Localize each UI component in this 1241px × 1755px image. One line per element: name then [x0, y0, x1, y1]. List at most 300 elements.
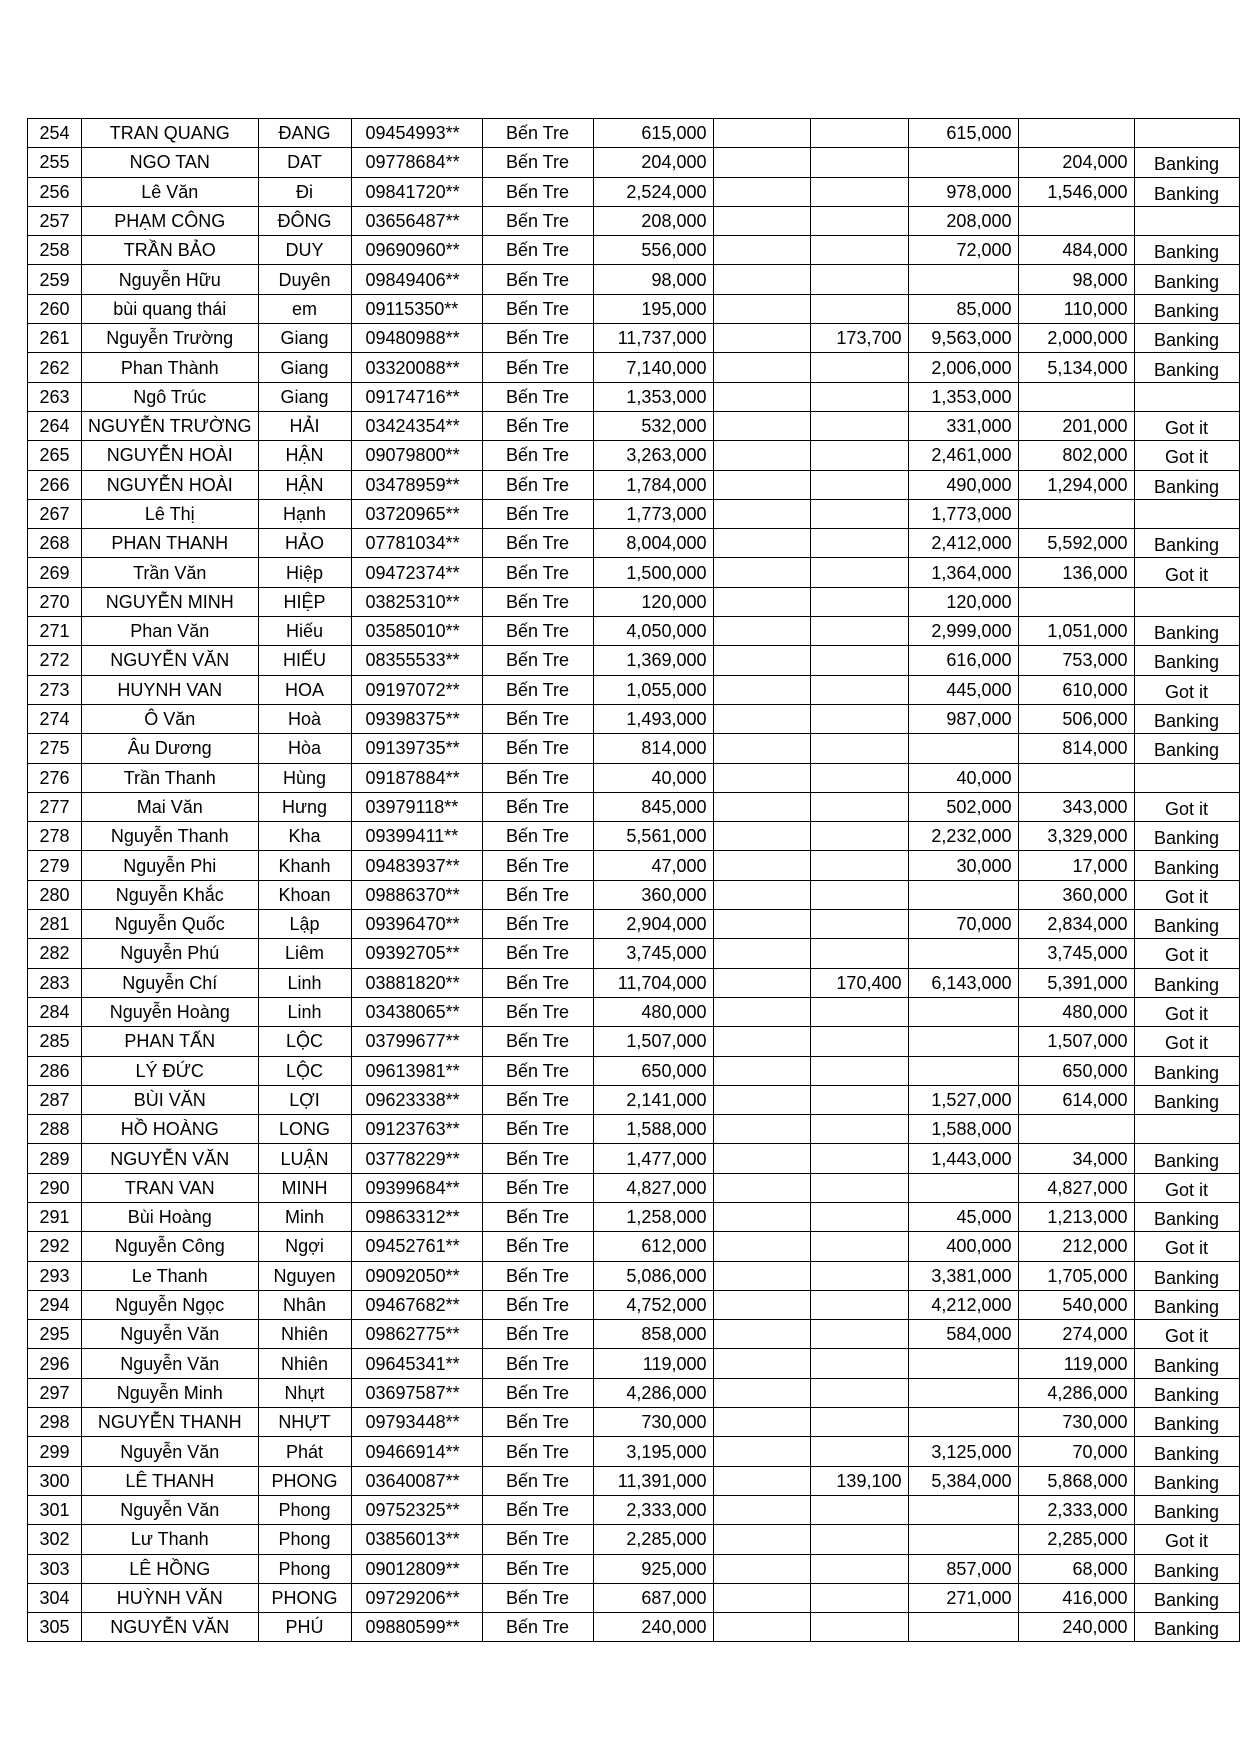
total-amount-cell: 11,704,000 — [593, 968, 713, 997]
status-cell: Banking — [1134, 1378, 1239, 1407]
amount-c-cell: 502,000 — [908, 792, 1018, 821]
given-name-cell: DAT — [258, 148, 351, 177]
status-cell: Banking — [1134, 617, 1239, 646]
total-amount-cell: 687,000 — [593, 1583, 713, 1612]
row-number: 292 — [28, 1232, 82, 1261]
row-number: 288 — [28, 1115, 82, 1144]
province-cell: Bến Tre — [482, 997, 593, 1026]
amount-c-cell: 9,563,000 — [908, 324, 1018, 353]
amount-c-cell: 4,212,000 — [908, 1290, 1018, 1319]
phone-cell: 03438065** — [351, 997, 482, 1026]
amount-a-cell — [713, 382, 810, 411]
total-amount-cell: 8,004,000 — [593, 529, 713, 558]
status-cell — [1134, 206, 1239, 235]
total-amount-cell: 1,369,000 — [593, 646, 713, 675]
table-row — [28, 1173, 1240, 1202]
province-cell: Bến Tre — [482, 1144, 593, 1173]
total-amount-cell: 1,507,000 — [593, 1027, 713, 1056]
table-row — [28, 734, 1240, 763]
status-cell: Banking — [1134, 1495, 1239, 1524]
status-cell: Got it — [1134, 675, 1239, 704]
row-number: 305 — [28, 1613, 82, 1642]
amount-c-cell — [908, 1495, 1018, 1524]
total-amount-cell: 650,000 — [593, 1056, 713, 1085]
surname-cell: BÙI VĂN — [82, 1085, 259, 1114]
amount-a-cell — [713, 324, 810, 353]
amount-d-cell: 110,000 — [1018, 294, 1134, 323]
province-cell: Bến Tre — [482, 1613, 593, 1642]
amount-a-cell — [713, 792, 810, 821]
status-cell: Banking — [1134, 1613, 1239, 1642]
province-cell: Bến Tre — [482, 206, 593, 235]
amount-c-cell: 1,353,000 — [908, 382, 1018, 411]
amount-b-cell — [810, 822, 908, 851]
status-cell: Banking — [1134, 148, 1239, 177]
amount-a-cell — [713, 1173, 810, 1202]
total-amount-cell: 4,050,000 — [593, 617, 713, 646]
given-name-cell: NHỰT — [258, 1408, 351, 1437]
table-row — [28, 470, 1240, 499]
province-cell: Bến Tre — [482, 851, 593, 880]
phone-cell: 09886370** — [351, 880, 482, 909]
surname-cell: HUỲNH VĂN — [82, 1583, 259, 1612]
amount-b-cell — [810, 1378, 908, 1407]
amount-b-cell — [810, 1613, 908, 1642]
amount-b-cell — [810, 441, 908, 470]
row-number: 254 — [28, 119, 82, 148]
surname-cell: Nguyễn Văn — [82, 1349, 259, 1378]
surname-cell: Phan Văn — [82, 617, 259, 646]
amount-a-cell — [713, 587, 810, 616]
phone-cell: 09092050** — [351, 1261, 482, 1290]
phone-cell: 09197072** — [351, 675, 482, 704]
table-row — [28, 880, 1240, 909]
phone-cell: 09187884** — [351, 763, 482, 792]
total-amount-cell: 195,000 — [593, 294, 713, 323]
row-number: 289 — [28, 1144, 82, 1173]
province-cell: Bến Tre — [482, 1027, 593, 1056]
phone-cell: 03720965** — [351, 499, 482, 528]
status-cell: Banking — [1134, 1349, 1239, 1378]
amount-c-cell: 615,000 — [908, 119, 1018, 148]
amount-c-cell: 120,000 — [908, 587, 1018, 616]
row-number: 278 — [28, 822, 82, 851]
amount-b-cell — [810, 294, 908, 323]
row-number: 285 — [28, 1027, 82, 1056]
status-cell: Banking — [1134, 1408, 1239, 1437]
table-row — [28, 1085, 1240, 1114]
total-amount-cell: 1,784,000 — [593, 470, 713, 499]
table-row — [28, 1378, 1240, 1407]
surname-cell: Nguyễn Chí — [82, 968, 259, 997]
province-cell: Bến Tre — [482, 499, 593, 528]
surname-cell: Nguyễn Hoàng — [82, 997, 259, 1026]
total-amount-cell: 1,493,000 — [593, 704, 713, 733]
surname-cell: PHAN THANH — [82, 529, 259, 558]
given-name-cell: Đi — [258, 177, 351, 206]
given-name-cell: Nhân — [258, 1290, 351, 1319]
row-number: 301 — [28, 1495, 82, 1524]
status-cell — [1134, 499, 1239, 528]
total-amount-cell: 2,904,000 — [593, 910, 713, 939]
amount-b-cell — [810, 529, 908, 558]
phone-cell: 09467682** — [351, 1290, 482, 1319]
amount-b-cell: 173,700 — [810, 324, 908, 353]
row-number: 280 — [28, 880, 82, 909]
status-cell: Banking — [1134, 294, 1239, 323]
row-number: 274 — [28, 704, 82, 733]
province-cell: Bến Tre — [482, 587, 593, 616]
province-cell: Bến Tre — [482, 675, 593, 704]
table-row — [28, 148, 1240, 177]
amount-d-cell: 204,000 — [1018, 148, 1134, 177]
amount-c-cell: 3,125,000 — [908, 1437, 1018, 1466]
surname-cell: Ngô Trúc — [82, 382, 259, 411]
given-name-cell: Phong — [258, 1495, 351, 1524]
amount-c-cell: 3,381,000 — [908, 1261, 1018, 1290]
table-row — [28, 265, 1240, 294]
given-name-cell: Nhựt — [258, 1378, 351, 1407]
amount-b-cell — [810, 1232, 908, 1261]
row-number: 296 — [28, 1349, 82, 1378]
row-number: 262 — [28, 353, 82, 382]
amount-d-cell: 610,000 — [1018, 675, 1134, 704]
surname-cell: NGUYỄN MINH — [82, 587, 259, 616]
amount-d-cell: 70,000 — [1018, 1437, 1134, 1466]
amount-d-cell: 5,592,000 — [1018, 529, 1134, 558]
table-row — [28, 441, 1240, 470]
surname-cell: NGUYỄN THANH — [82, 1408, 259, 1437]
total-amount-cell: 615,000 — [593, 119, 713, 148]
amount-b-cell — [810, 177, 908, 206]
table-row — [28, 646, 1240, 675]
amount-b-cell — [810, 997, 908, 1026]
province-cell: Bến Tre — [482, 1173, 593, 1202]
amount-b-cell — [810, 1554, 908, 1583]
status-cell: Banking — [1134, 529, 1239, 558]
amount-d-cell: 1,546,000 — [1018, 177, 1134, 206]
province-cell: Bến Tre — [482, 734, 593, 763]
phone-cell: 09613981** — [351, 1056, 482, 1085]
total-amount-cell: 360,000 — [593, 880, 713, 909]
phone-cell: 09880599** — [351, 1613, 482, 1642]
table-row — [28, 1408, 1240, 1437]
amount-d-cell: 1,507,000 — [1018, 1027, 1134, 1056]
surname-cell: PHAN TẤN — [82, 1027, 259, 1056]
table-row — [28, 617, 1240, 646]
given-name-cell: PHÚ — [258, 1613, 351, 1642]
amount-a-cell — [713, 1408, 810, 1437]
surname-cell: HỒ HOÀNG — [82, 1115, 259, 1144]
phone-cell: 09392705** — [351, 939, 482, 968]
status-cell: Got it — [1134, 1027, 1239, 1056]
table-body — [28, 119, 1240, 1642]
table-row — [28, 119, 1240, 148]
status-cell: Got it — [1134, 558, 1239, 587]
amount-a-cell — [713, 880, 810, 909]
status-cell — [1134, 382, 1239, 411]
surname-cell: NGUYỄN VĂN — [82, 1144, 259, 1173]
total-amount-cell: 5,086,000 — [593, 1261, 713, 1290]
phone-cell: 03856013** — [351, 1525, 482, 1554]
amount-b-cell — [810, 499, 908, 528]
given-name-cell: Lập — [258, 910, 351, 939]
given-name-cell: LỢI — [258, 1085, 351, 1114]
given-name-cell: Hoà — [258, 704, 351, 733]
province-cell: Bến Tre — [482, 704, 593, 733]
total-amount-cell: 612,000 — [593, 1232, 713, 1261]
province-cell: Bến Tre — [482, 1554, 593, 1583]
given-name-cell: Phát — [258, 1437, 351, 1466]
amount-c-cell: 6,143,000 — [908, 968, 1018, 997]
surname-cell: TRAN QUANG — [82, 119, 259, 148]
amount-c-cell: 70,000 — [908, 910, 1018, 939]
amount-a-cell — [713, 910, 810, 939]
row-number: 299 — [28, 1437, 82, 1466]
row-number: 297 — [28, 1378, 82, 1407]
status-cell — [1134, 119, 1239, 148]
given-name-cell: Hiếu — [258, 617, 351, 646]
amount-a-cell — [713, 1378, 810, 1407]
province-cell: Bến Tre — [482, 1466, 593, 1495]
amount-c-cell: 208,000 — [908, 206, 1018, 235]
amount-c-cell — [908, 734, 1018, 763]
phone-cell: 09645341** — [351, 1349, 482, 1378]
amount-c-cell: 584,000 — [908, 1320, 1018, 1349]
row-number: 293 — [28, 1261, 82, 1290]
amount-d-cell: 540,000 — [1018, 1290, 1134, 1319]
row-number: 259 — [28, 265, 82, 294]
phone-cell: 03585010** — [351, 617, 482, 646]
amount-d-cell — [1018, 587, 1134, 616]
table-row — [28, 997, 1240, 1026]
amount-a-cell — [713, 851, 810, 880]
amount-c-cell: 30,000 — [908, 851, 1018, 880]
province-cell: Bến Tre — [482, 1085, 593, 1114]
row-number: 295 — [28, 1320, 82, 1349]
given-name-cell: Hiệp — [258, 558, 351, 587]
amount-b-cell — [810, 763, 908, 792]
amount-b-cell — [810, 1525, 908, 1554]
surname-cell: Nguyễn Trường — [82, 324, 259, 353]
given-name-cell: MINH — [258, 1173, 351, 1202]
table-row — [28, 1261, 1240, 1290]
row-number: 264 — [28, 411, 82, 440]
row-number: 272 — [28, 646, 82, 675]
amount-d-cell: 274,000 — [1018, 1320, 1134, 1349]
province-cell: Bến Tre — [482, 646, 593, 675]
table-row — [28, 1115, 1240, 1144]
status-cell: Got it — [1134, 939, 1239, 968]
table-row — [28, 939, 1240, 968]
given-name-cell: Duyên — [258, 265, 351, 294]
amount-d-cell: 753,000 — [1018, 646, 1134, 675]
given-name-cell: Nguyen — [258, 1261, 351, 1290]
surname-cell: Le Thanh — [82, 1261, 259, 1290]
total-amount-cell: 7,140,000 — [593, 353, 713, 382]
amount-a-cell — [713, 470, 810, 499]
province-cell: Bến Tre — [482, 1232, 593, 1261]
amount-d-cell: 480,000 — [1018, 997, 1134, 1026]
amount-b-cell — [810, 1349, 908, 1378]
amount-d-cell: 2,333,000 — [1018, 1495, 1134, 1524]
amount-a-cell — [713, 1554, 810, 1583]
province-cell: Bến Tre — [482, 1202, 593, 1231]
province-cell: Bến Tre — [482, 265, 593, 294]
amount-a-cell — [713, 704, 810, 733]
total-amount-cell: 4,827,000 — [593, 1173, 713, 1202]
phone-cell: 09396470** — [351, 910, 482, 939]
amount-c-cell — [908, 148, 1018, 177]
amount-d-cell: 3,329,000 — [1018, 822, 1134, 851]
amount-b-cell — [810, 558, 908, 587]
table-row — [28, 382, 1240, 411]
amount-a-cell — [713, 1232, 810, 1261]
amount-b-cell — [810, 1290, 908, 1319]
surname-cell: NGUYỄN HOÀI — [82, 441, 259, 470]
amount-a-cell — [713, 734, 810, 763]
given-name-cell: Giang — [258, 324, 351, 353]
given-name-cell: HIỆP — [258, 587, 351, 616]
amount-c-cell: 45,000 — [908, 1202, 1018, 1231]
amount-d-cell: 4,827,000 — [1018, 1173, 1134, 1202]
amount-b-cell — [810, 880, 908, 909]
amount-b-cell — [810, 851, 908, 880]
province-cell: Bến Tre — [482, 910, 593, 939]
province-cell: Bến Tre — [482, 1349, 593, 1378]
amount-a-cell — [713, 1349, 810, 1378]
total-amount-cell: 40,000 — [593, 763, 713, 792]
status-cell: Banking — [1134, 1261, 1239, 1290]
amount-c-cell: 2,461,000 — [908, 441, 1018, 470]
province-cell: Bến Tre — [482, 353, 593, 382]
amount-a-cell — [713, 1525, 810, 1554]
surname-cell: Nguyễn Thanh — [82, 822, 259, 851]
given-name-cell: ĐÔNG — [258, 206, 351, 235]
amount-c-cell: 978,000 — [908, 177, 1018, 206]
amount-a-cell — [713, 1320, 810, 1349]
amount-d-cell: 17,000 — [1018, 851, 1134, 880]
given-name-cell: HOA — [258, 675, 351, 704]
table-row — [28, 763, 1240, 792]
table-row — [28, 1583, 1240, 1612]
total-amount-cell: 1,353,000 — [593, 382, 713, 411]
phone-cell: 03424354** — [351, 411, 482, 440]
amount-d-cell: 34,000 — [1018, 1144, 1134, 1173]
given-name-cell: DUY — [258, 236, 351, 265]
row-number: 258 — [28, 236, 82, 265]
amount-d-cell: 2,834,000 — [1018, 910, 1134, 939]
table-row — [28, 1349, 1240, 1378]
status-cell: Banking — [1134, 704, 1239, 733]
phone-cell: 09841720** — [351, 177, 482, 206]
amount-c-cell: 987,000 — [908, 704, 1018, 733]
amount-a-cell — [713, 1290, 810, 1319]
amount-a-cell — [713, 1583, 810, 1612]
phone-cell: 09690960** — [351, 236, 482, 265]
amount-a-cell — [713, 148, 810, 177]
amount-d-cell: 3,745,000 — [1018, 939, 1134, 968]
phone-cell: 09862775** — [351, 1320, 482, 1349]
amount-b-cell — [810, 411, 908, 440]
given-name-cell: Phong — [258, 1554, 351, 1583]
amount-a-cell — [713, 499, 810, 528]
table-row — [28, 294, 1240, 323]
phone-cell: 09399411** — [351, 822, 482, 851]
amount-c-cell — [908, 1378, 1018, 1407]
amount-d-cell: 506,000 — [1018, 704, 1134, 733]
amount-a-cell — [713, 206, 810, 235]
province-cell: Bến Tre — [482, 1320, 593, 1349]
given-name-cell: HẬN — [258, 441, 351, 470]
phone-cell: 09123763** — [351, 1115, 482, 1144]
amount-d-cell: 119,000 — [1018, 1349, 1134, 1378]
status-cell: Banking — [1134, 1554, 1239, 1583]
total-amount-cell: 2,141,000 — [593, 1085, 713, 1114]
total-amount-cell: 3,195,000 — [593, 1437, 713, 1466]
status-cell: Got it — [1134, 1173, 1239, 1202]
amount-a-cell — [713, 1437, 810, 1466]
status-cell: Got it — [1134, 792, 1239, 821]
table-row — [28, 1437, 1240, 1466]
amount-c-cell — [908, 1408, 1018, 1437]
given-name-cell: Phong — [258, 1525, 351, 1554]
total-amount-cell: 1,477,000 — [593, 1144, 713, 1173]
status-cell: Banking — [1134, 265, 1239, 294]
amount-a-cell — [713, 1466, 810, 1495]
row-number: 257 — [28, 206, 82, 235]
amount-c-cell — [908, 1613, 1018, 1642]
table-row — [28, 1554, 1240, 1583]
amount-b-cell: 139,100 — [810, 1466, 908, 1495]
amount-c-cell: 5,384,000 — [908, 1466, 1018, 1495]
surname-cell: Nguyễn Văn — [82, 1437, 259, 1466]
amount-b-cell — [810, 939, 908, 968]
province-cell: Bến Tre — [482, 1408, 593, 1437]
total-amount-cell: 3,263,000 — [593, 441, 713, 470]
phone-cell: 09399684** — [351, 1173, 482, 1202]
amount-c-cell: 490,000 — [908, 470, 1018, 499]
amount-a-cell — [713, 558, 810, 587]
amount-c-cell: 616,000 — [908, 646, 1018, 675]
status-cell — [1134, 763, 1239, 792]
phone-cell: 03697587** — [351, 1378, 482, 1407]
amount-b-cell — [810, 1027, 908, 1056]
table-row — [28, 851, 1240, 880]
amount-b-cell — [810, 910, 908, 939]
total-amount-cell: 11,737,000 — [593, 324, 713, 353]
table-row — [28, 1466, 1240, 1495]
total-amount-cell: 5,561,000 — [593, 822, 713, 851]
table-row — [28, 1495, 1240, 1524]
province-cell: Bến Tre — [482, 148, 593, 177]
phone-cell: 09752325** — [351, 1495, 482, 1524]
amount-c-cell: 2,412,000 — [908, 529, 1018, 558]
amount-b-cell — [810, 1495, 908, 1524]
status-cell: Banking — [1134, 470, 1239, 499]
row-number: 256 — [28, 177, 82, 206]
row-number: 283 — [28, 968, 82, 997]
total-amount-cell: 858,000 — [593, 1320, 713, 1349]
amount-d-cell: 802,000 — [1018, 441, 1134, 470]
phone-cell: 09012809** — [351, 1554, 482, 1583]
given-name-cell: em — [258, 294, 351, 323]
amount-b-cell — [810, 382, 908, 411]
amount-d-cell: 212,000 — [1018, 1232, 1134, 1261]
phone-cell: 09174716** — [351, 382, 482, 411]
table-row — [28, 236, 1240, 265]
amount-b-cell — [810, 470, 908, 499]
